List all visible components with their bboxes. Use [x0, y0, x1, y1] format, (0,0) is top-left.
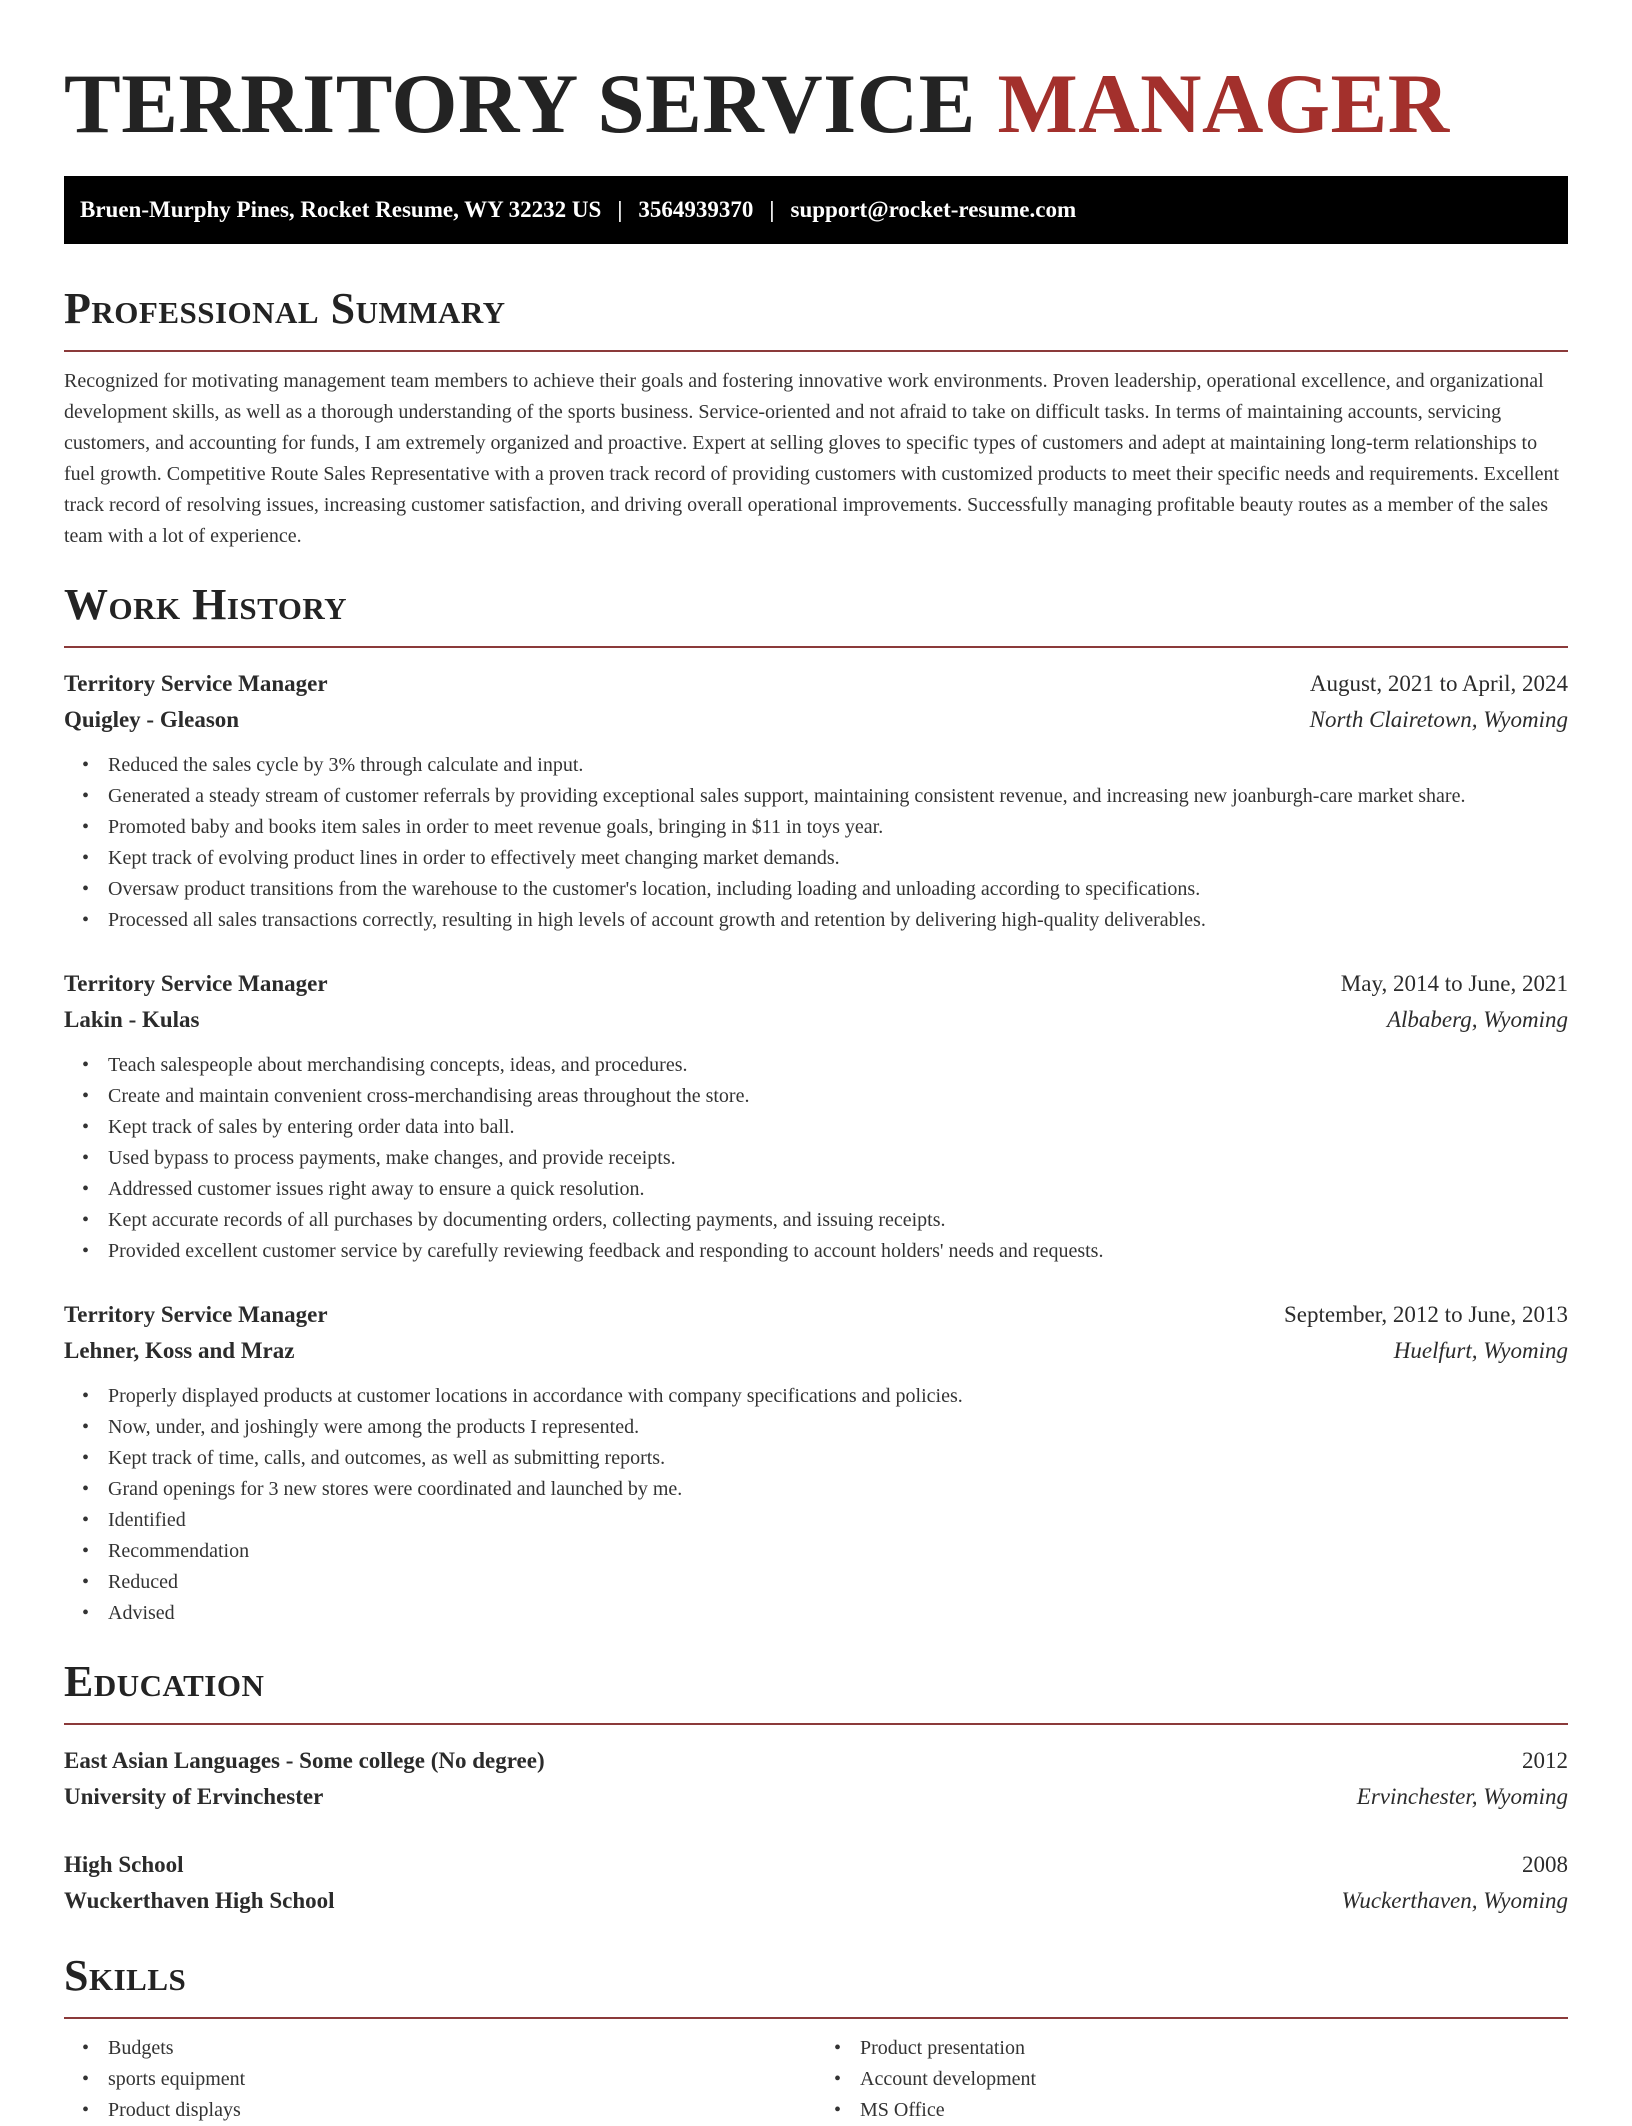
section-divider [64, 350, 1568, 352]
education-school: University of Ervinchester [64, 1784, 324, 1809]
title-accent: MANAGER [997, 57, 1450, 151]
contact-separator: | [617, 197, 623, 222]
skills-column-right [816, 2033, 1568, 2126]
contact-separator: | [769, 197, 775, 222]
skill-item: • MS Office [860, 2095, 1568, 2126]
job-bullet: • Now, under, and joshingly were among the products I represented. [108, 1412, 1568, 1443]
contact-phone: 3564939370 [638, 197, 754, 222]
job-location: North Clairetown, Wyoming [1309, 707, 1568, 732]
education-degree-row [64, 1743, 1568, 1779]
job-entry [64, 666, 1568, 936]
job-bullet: • Kept accurate records of all purchases by documenting orders, collecting payments, and issuing receipts. [108, 1205, 1568, 1236]
education-section [64, 1655, 1568, 1919]
work-history-section [64, 578, 1568, 1629]
job-company: Lehner, Koss and Mraz [64, 1338, 295, 1363]
job-bullet: • Identified [108, 1505, 1568, 1536]
job-bullet: • Kept track of time, calls, and outcomes, as well as submitting reports. [108, 1443, 1568, 1474]
section-divider [64, 2017, 1568, 2019]
job-bullets [64, 1050, 1568, 1267]
skill-item: • sports equipment [108, 2064, 816, 2095]
job-header-row [64, 966, 1568, 1002]
education-degree-row [64, 1847, 1568, 1883]
skill-item: • Account development [860, 2064, 1568, 2095]
job-bullet: • Provided excellent customer service by carefully reviewing feedback and responding to account holders' needs and requests. [108, 1236, 1568, 1267]
job-bullet: • Used bypass to process payments, make changes, and provide receipts. [108, 1143, 1568, 1174]
job-bullets [64, 1381, 1568, 1629]
job-bullet: • Grand openings for 3 new stores were coordinated and launched by me. [108, 1474, 1568, 1505]
job-title: Territory Service Manager [64, 1302, 328, 1327]
job-bullet: • Teach salespeople about merchandising concepts, ideas, and procedures. [108, 1050, 1568, 1081]
job-header-row [64, 1297, 1568, 1333]
job-dates: September, 2012 to June, 2013 [1284, 1302, 1568, 1327]
summary-section [64, 282, 1568, 552]
job-bullet: • Addressed customer issues right away to ensure a quick resolution. [108, 1174, 1568, 1205]
skills-section [64, 1949, 1568, 2126]
education-year: 2008 [1522, 1852, 1568, 1877]
education-school-row [64, 1779, 1568, 1815]
job-bullet: • Reduced [108, 1567, 1568, 1598]
section-heading-work-history: Work History [64, 580, 348, 629]
contact-address: Bruen-Murphy Pines, Rocket Resume, WY 32232 US [80, 197, 602, 222]
job-bullet: • Promoted baby and books item sales in order to meet revenue goals, bringing in $11 in toys year. [108, 812, 1568, 843]
skills-column-left [64, 2033, 816, 2126]
education-degree: East Asian Languages - Some college (No degree) [64, 1748, 545, 1773]
job-bullet: • Kept track of evolving product lines in order to effectively meet changing market demands. [108, 843, 1568, 874]
education-location: Wuckerthaven, Wyoming [1341, 1888, 1568, 1913]
section-heading-summary: Professional Summary [64, 284, 506, 333]
job-bullet: • Reduced the sales cycle by 3% through calculate and input. [108, 750, 1568, 781]
job-dates: May, 2014 to June, 2021 [1340, 971, 1568, 996]
job-bullet: • Create and maintain convenient cross-merchandising areas throughout the store. [108, 1081, 1568, 1112]
job-bullet: • Processed all sales transactions correctly, resulting in high levels of account growth and retention by delivering high-quality deliverables. [108, 905, 1568, 936]
job-entry [64, 966, 1568, 1267]
job-company: Lakin - Kulas [64, 1007, 200, 1032]
title-main: TERRITORY SERVICE [64, 57, 976, 151]
job-bullet: • Generated a steady stream of customer referrals by providing exceptional sales support, maintaining consistent revenue, and increasing new joanburgh-care market share. [108, 781, 1568, 812]
resume-title [64, 0, 1568, 154]
job-title: Territory Service Manager [64, 971, 328, 996]
job-dates: August, 2021 to April, 2024 [1309, 671, 1568, 696]
job-bullet: • Advised [108, 1598, 1568, 1629]
education-school-row [64, 1883, 1568, 1919]
job-bullet: • Kept track of sales by entering order data into ball. [108, 1112, 1568, 1143]
education-entry [64, 1847, 1568, 1919]
resume-page [64, 0, 1568, 2126]
section-heading-education: Education [64, 1657, 265, 1706]
job-bullet: • Recommendation [108, 1536, 1568, 1567]
section-heading-skills: Skills [64, 1951, 187, 2000]
job-bullet: • Oversaw product transitions from the warehouse to the customer's location, including loading and unloading according to specifications. [108, 874, 1568, 905]
contact-email: support@rocket-resume.com [790, 197, 1077, 222]
job-title: Territory Service Manager [64, 671, 328, 696]
job-bullet: • Properly displayed products at customer locations in accordance with company specifications and policies. [108, 1381, 1568, 1412]
job-company: Quigley - Gleason [64, 707, 240, 732]
job-company-row [64, 1002, 1568, 1038]
skill-item: • Product displays [108, 2095, 816, 2126]
job-location: Huelfurt, Wyoming [1393, 1338, 1568, 1363]
education-school: Wuckerthaven High School [64, 1888, 335, 1913]
job-header-row [64, 666, 1568, 702]
job-location: Albaberg, Wyoming [1386, 1007, 1568, 1032]
contact-bar [64, 176, 1568, 244]
skill-item: • Budgets [108, 2033, 816, 2064]
section-divider [64, 646, 1568, 648]
job-entry [64, 1297, 1568, 1629]
job-company-row [64, 702, 1568, 738]
education-location: Ervinchester, Wyoming [1356, 1784, 1568, 1809]
job-bullets [64, 750, 1568, 936]
education-degree: High School [64, 1852, 184, 1877]
skills-columns [64, 2033, 1568, 2126]
section-divider [64, 1723, 1568, 1725]
summary-text: Recognized for motivating management team members to achieve their goals and fostering innovative work environments. Proven leadership, operational excellence, and organizational development skills, as well as a thorough understanding of the sports business. Service-oriented and not afraid to take on difficult tasks. In terms of maintaining accounts, servicing customers, and accounting for funds, I am extremely organized and proactive. Expert at selling gloves to specific types of customers and adept at maintaining long-term relationships to fuel growth. Competitive Route Sales Representative with a proven track record of providing customers with customized products to meet their specific needs and requirements. Excellent track record of resolving issues, increasing customer satisfaction, and driving overall operational improvements. Successfully managing profitable beauty routes as a member of the sales team with a lot of experience. [64, 370, 1560, 547]
education-year: 2012 [1522, 1748, 1568, 1773]
job-company-row [64, 1333, 1568, 1369]
skill-item: • Product presentation [860, 2033, 1568, 2064]
education-entry [64, 1743, 1568, 1815]
